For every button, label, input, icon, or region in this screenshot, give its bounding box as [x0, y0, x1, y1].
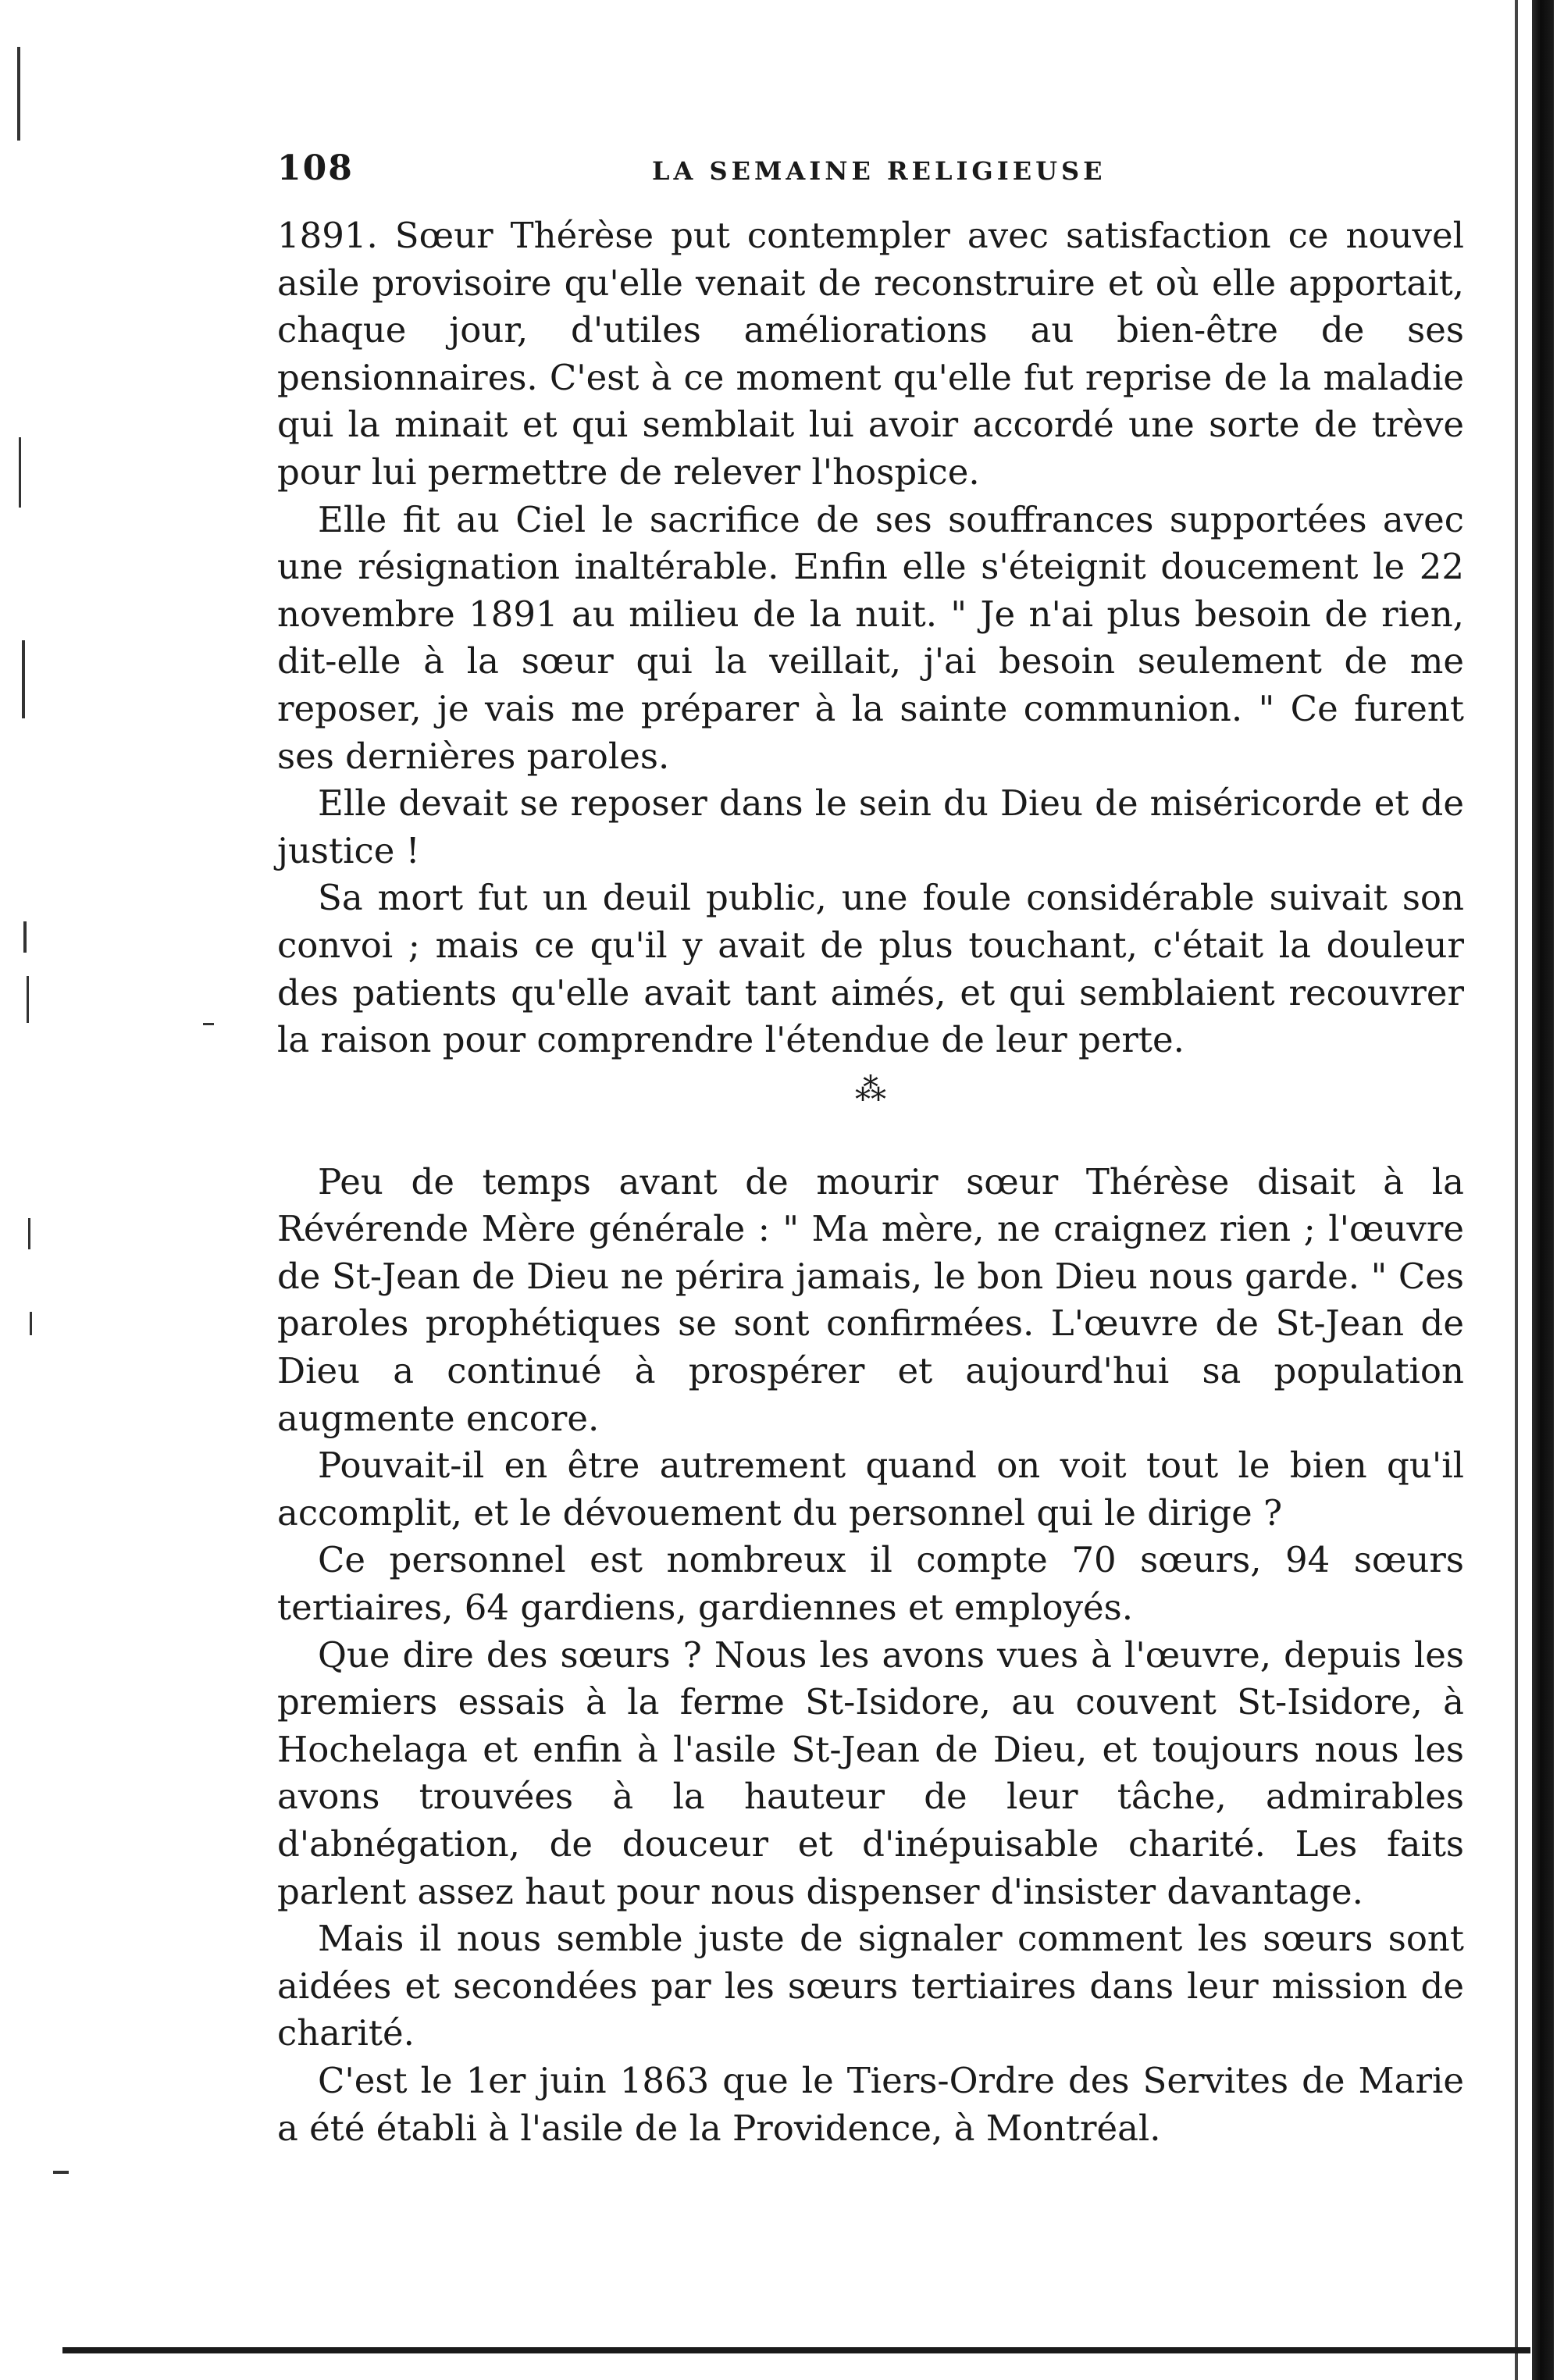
- scan-speck: [17, 47, 20, 141]
- binding-edge: [1532, 0, 1554, 2380]
- paragraph: Ce personnel est nombreux il compte 70 sœurs, 94 sœurs tertiaires, 64 gardiens, gardiennes et employés.: [277, 1539, 1464, 1629]
- scan-speck: [30, 1312, 32, 1335]
- paragraph: Elle devait se reposer dans le sein du Dieu de miséricorde et de justice !: [277, 782, 1464, 871]
- paragraph: Mais il nous semble juste de signaler comment les sœurs sont aidées et secondées par les sœurs tertiaires dans leur mission de charité.: [277, 1918, 1464, 2054]
- scan-speck: [53, 2171, 69, 2174]
- paragraph: C'est le 1er juin 1863 que le Tiers-Ordre des Servites de Marie a été établi à l'asile de la Providence, à Montréal.: [277, 2059, 1464, 2149]
- body-text: [277, 212, 1464, 2152]
- scan-speck: [19, 437, 21, 508]
- asterism-ornament: ⁂: [855, 1071, 886, 1108]
- scan-speck: [23, 921, 27, 953]
- paragraph: Elle fit au Ciel le sacrifice de ses souffrances supportées avec une résignation inaltérable. Enfin elle s'éteignit doucement le 22 novembre 1891 au milieu de la nuit. " Je n'ai plus besoin de rien, dit-elle à la sœur qui la veillait, j'ai besoin seulement de me reposer, je vais me préparer à la sainte communion. " Ce furent ses dernières paroles.: [277, 498, 1464, 777]
- paragraph: Pouvait-il en être autrement quand on voit tout le bien qu'il accomplit, et le dévouement du personnel qui le dirige ?: [277, 1445, 1464, 1534]
- page-number: 108: [277, 148, 354, 188]
- section-break: [277, 1064, 1464, 1159]
- scan-speck: [28, 1218, 30, 1249]
- paragraph: Que dire des sœurs ? Nous les avons vues à l'œuvre, depuis les premiers essais à la ferme St-Isidore, au couvent St-Isidore, à Hochelaga et enfin à l'asile St-Jean de Dieu, et toujours nous les avons trouvées à la hauteur de leur tâche, admirables d'abnégation, de douceur et d'inépuisable charité. Les faits parlent assez haut pour nous dispenser d'insister davantage.: [277, 1634, 1464, 1912]
- running-title: LA SEMAINE RELIGIEUSE: [652, 156, 1106, 186]
- binding-edge-line: [1515, 0, 1518, 2380]
- page-header: [277, 148, 1464, 195]
- paragraph: 1891. Sœur Thérèse put contempler avec satisfaction ce nouvel asile provisoire qu'elle venait de reconstruire et où elle apportait, chaque jour, d'utiles améliorations au bien-être de ses pensionnaires. C'est à ce moment qu'elle fut reprise de la maladie qui la minait et qui semblait lui avoir accordé une sorte de trève pour lui permettre de relever l'hospice.: [277, 215, 1464, 493]
- scan-speck: [22, 640, 25, 718]
- paragraph: Peu de temps avant de mourir sœur Thérèse disait à la Révérende Mère générale : " Ma mère, ne craignez rien ; l'œuvre de St-Jean de Dieu ne périra jamais, le bon Dieu nous garde. " Ces paroles prophétiques se sont confirmées. L'œuvre de St-Jean de Dieu a continué à prospérer et aujourd'hui sa population augmente encore.: [277, 1160, 1464, 1439]
- scan-speck: [203, 1023, 214, 1025]
- scan-speck: [27, 976, 29, 1023]
- bottom-rule: [62, 2347, 1530, 2353]
- paragraph: Sa mort fut un deuil public, une foule considérable suivait son convoi ; mais ce qu'il y avait de plus touchant, c'était la douleur des patients qu'elle avait tant aimés, et qui semblaient recouvrer la raison pour comprendre l'étendue de leur perte.: [277, 877, 1464, 1061]
